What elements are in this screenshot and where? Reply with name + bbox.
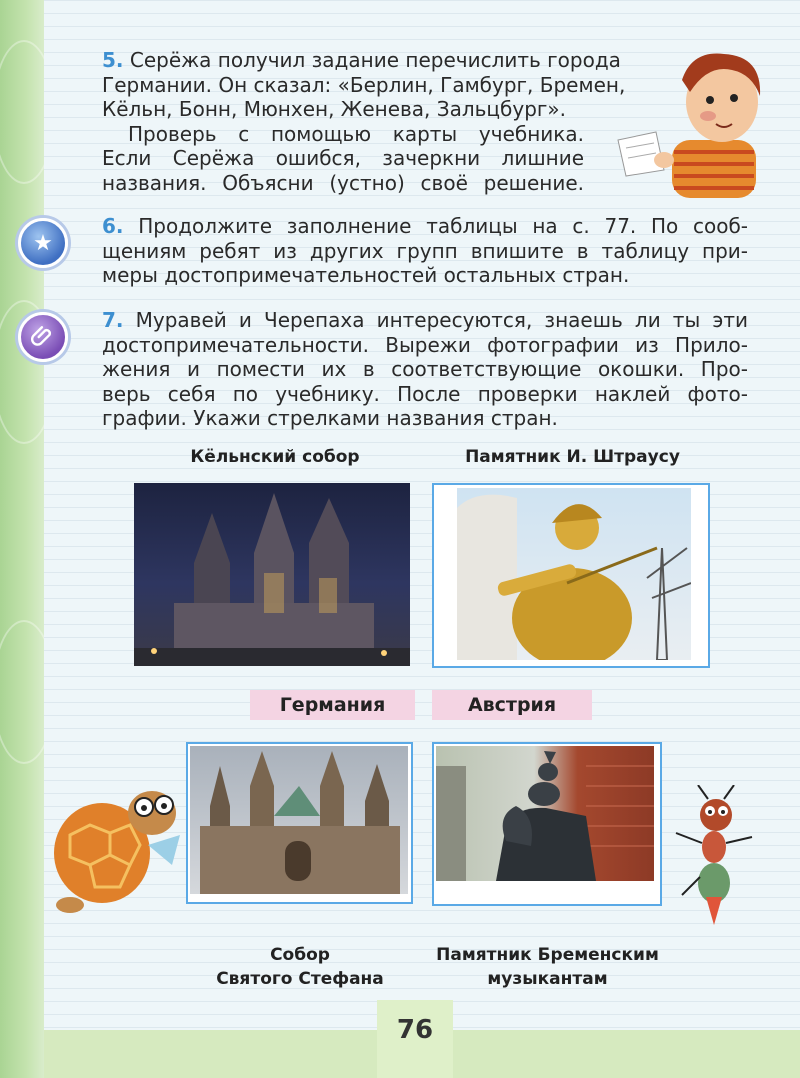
caption-cologne-cathedral: Кёльнский собор: [190, 447, 360, 467]
ant-illustration: [668, 785, 758, 930]
task-6: [102, 214, 748, 288]
task-7-number: 7.: [102, 308, 124, 332]
photo-strauss-monument: [457, 488, 691, 660]
task-6-line: Продолжите заполнение таблицы на с. 77. По сооб-: [138, 214, 748, 238]
task-6-line: меры достопримечательностей остальных стран.: [102, 263, 630, 287]
task-7-line: жения и помести их в соответствующие окошки. Про-: [102, 357, 748, 381]
task-6-number: 6.: [102, 214, 124, 238]
caption-bremen-musicians: Памятник Бременским музыкантам: [436, 945, 659, 989]
paperclip-icon: [18, 312, 68, 362]
task-5-line: Германии. Он сказал: «Берлин, Гамбург, Бремен,: [102, 72, 626, 97]
task-5-line: Серёжа получил задание перечислить города: [129, 48, 621, 72]
turtle-illustration: [40, 775, 190, 925]
task-5-line: Проверь с помощью карты учебника.: [128, 121, 584, 146]
photo-bremen-musicians: [436, 746, 654, 881]
task-5-line: названия. Объясни (устно) своё решение.: [102, 170, 584, 195]
left-decor-strip: [0, 0, 44, 1078]
task-7-line: графии. Укажи стрелками названия стран.: [102, 406, 558, 430]
task-7-line: верь себя по учебнику. После проверки наклей фото-: [102, 381, 748, 406]
stars-icon: ★: [18, 218, 68, 268]
caption-st-stephen-cathedral: Собор Святого Стефана: [216, 945, 384, 989]
task-5: [102, 48, 626, 195]
task-7-line: достопримечательности. Вырежи фотографии из Прило-: [102, 332, 748, 357]
task-5-line: Если Серёжа ошибся, зачеркни лишние: [102, 146, 584, 170]
task-5-line: Кёльн, Бонн, Мюнхен, Женева, Зальцбург».: [102, 97, 567, 121]
task-7-line: Муравей и Черепаха интересуются, знаешь ли ты эти: [135, 308, 748, 332]
page-number: 76: [377, 1000, 453, 1078]
caption-strauss-monument: Памятник И. Штраусу: [465, 447, 680, 467]
country-tag-germany: Германия: [250, 690, 415, 720]
country-tag-austria: Австрия: [432, 690, 592, 720]
photo-cologne-cathedral: [134, 483, 410, 666]
photo-st-stephen-cathedral: [190, 746, 408, 894]
task-7: [102, 308, 748, 431]
task-6-line: щениям ребят из других групп впишите в таблицу при-: [102, 238, 748, 263]
task-5-number: 5.: [102, 48, 124, 72]
boy-illustration: [612, 40, 772, 200]
